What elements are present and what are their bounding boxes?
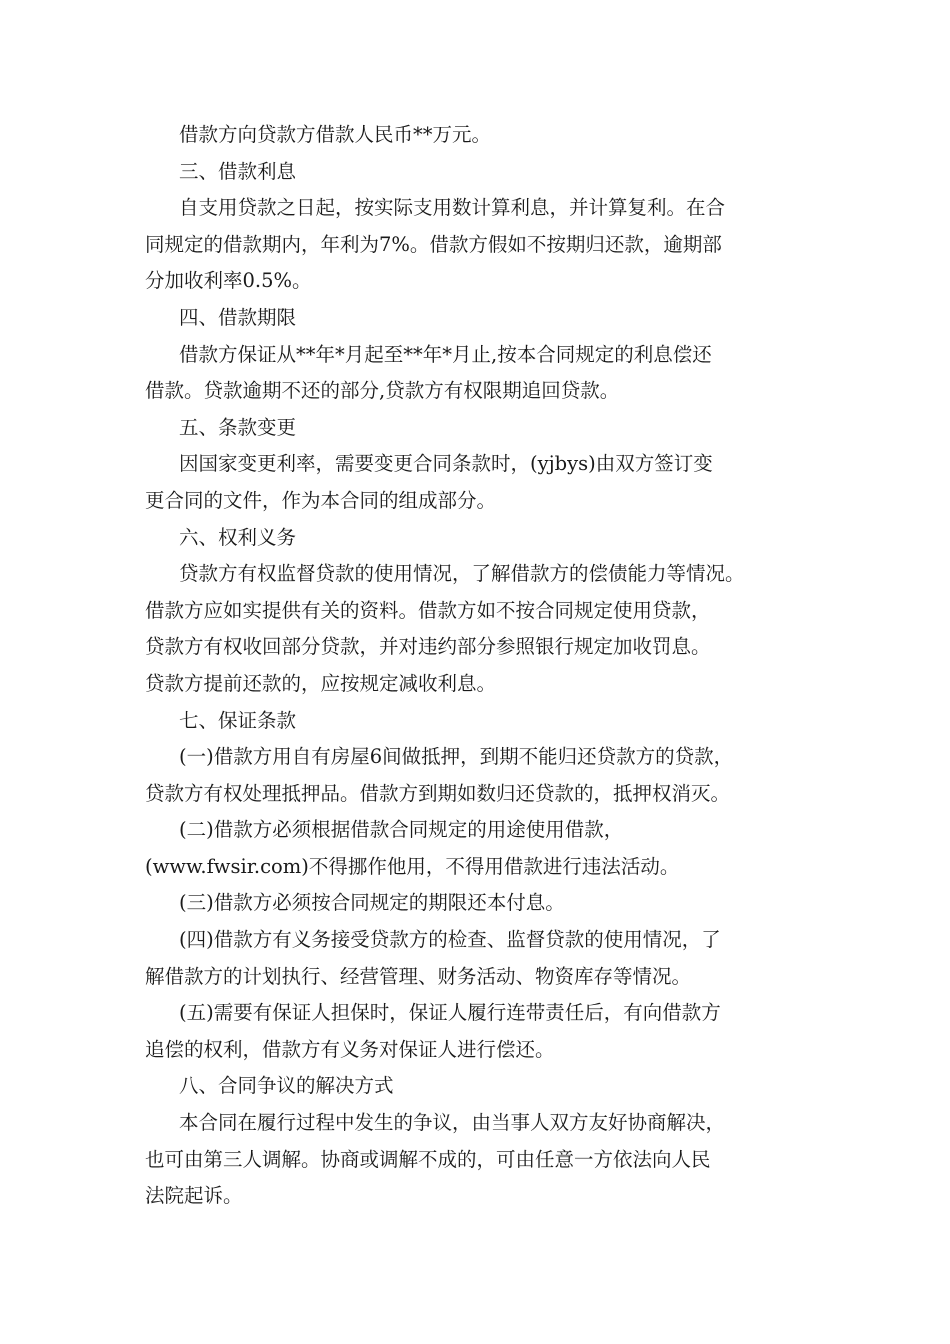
contract-text-body [145,117,825,1215]
text-line: 借款。贷款逾期不还的部分,贷款方有权限期追回贷款。 [145,379,620,403]
text-line: (三)借款方必须按合同规定的期限还本付息。 [179,891,565,915]
section-heading: 六、权利义务 [179,525,297,549]
section-heading: 五、条款变更 [179,415,297,439]
text-line: 因国家变更利率，需要变更合同条款时，(yjbys)由双方签订变 [179,452,713,476]
text-line: 贷款方有权处理抵押品。借款方到期如数归还贷款的，抵押权消灭。 [145,781,731,805]
text-line: 自支用贷款之日起，按实际支用数计算利息，并计算复利。在合 [179,196,726,220]
text-line: 同规定的借款期内，年利为7%。借款方假如不按期归还款，逾期部 [145,232,722,256]
section-heading: 八、合同争议的解决方式 [179,1074,394,1098]
section-heading: 三、借款利息 [179,159,297,183]
text-line: (一)借款方用自有房屋6间做抵押，到期不能归还贷款方的贷款， [179,745,734,769]
text-line: 借款方应如实提供有关的资料。借款方如不按合同规定使用贷款， [145,598,711,622]
text-line: 解借款方的计划执行、经营管理、财务活动、物资库存等情况。 [145,964,692,988]
text-line: 借款方保证从**年*月起至**年*月止,按本合同规定的利息偿还 [179,342,712,366]
text-line: (二)借款方必须根据借款合同规定的用途使用借款， [179,818,624,842]
text-line: 本合同在履行过程中发生的争议，由当事人双方友好协商解决， [179,1111,726,1135]
section-heading: 四、借款期限 [179,305,297,329]
text-line: 也可由第三人调解。协商或调解不成的，可由任意一方依法向人民 [145,1147,711,1171]
text-line: 贷款方提前还款的，应按规定减收利息。 [145,671,497,695]
text-line: 贷款方有权收回部分贷款，并对违约部分参照银行规定加收罚息。 [145,635,711,659]
section-heading: 七、保证条款 [179,708,297,732]
text-line: 贷款方有权监督贷款的使用情况，了解借款方的偿债能力等情况。 [179,562,745,586]
text-line: 追偿的权利，借款方有义务对保证人进行偿还。 [145,1037,555,1061]
text-line: (www.fwsir.com)不得挪作他用，不得用借款进行违法活动。 [145,854,680,878]
text-line: 法院起诉。 [145,1184,243,1208]
text-line: (四)借款方有义务接受贷款方的检查、监督贷款的使用情况，了 [179,928,721,952]
text-line: 借款方向贷款方借款人民币**万元。 [179,123,492,146]
text-line: (五)需要有保证人担保时，保证人履行连带责任后，有向借款方 [179,1001,721,1025]
text-line: 更合同的文件，作为本合同的组成部分。 [145,488,497,512]
text-line: 分加收利率0.5%。 [145,269,312,293]
